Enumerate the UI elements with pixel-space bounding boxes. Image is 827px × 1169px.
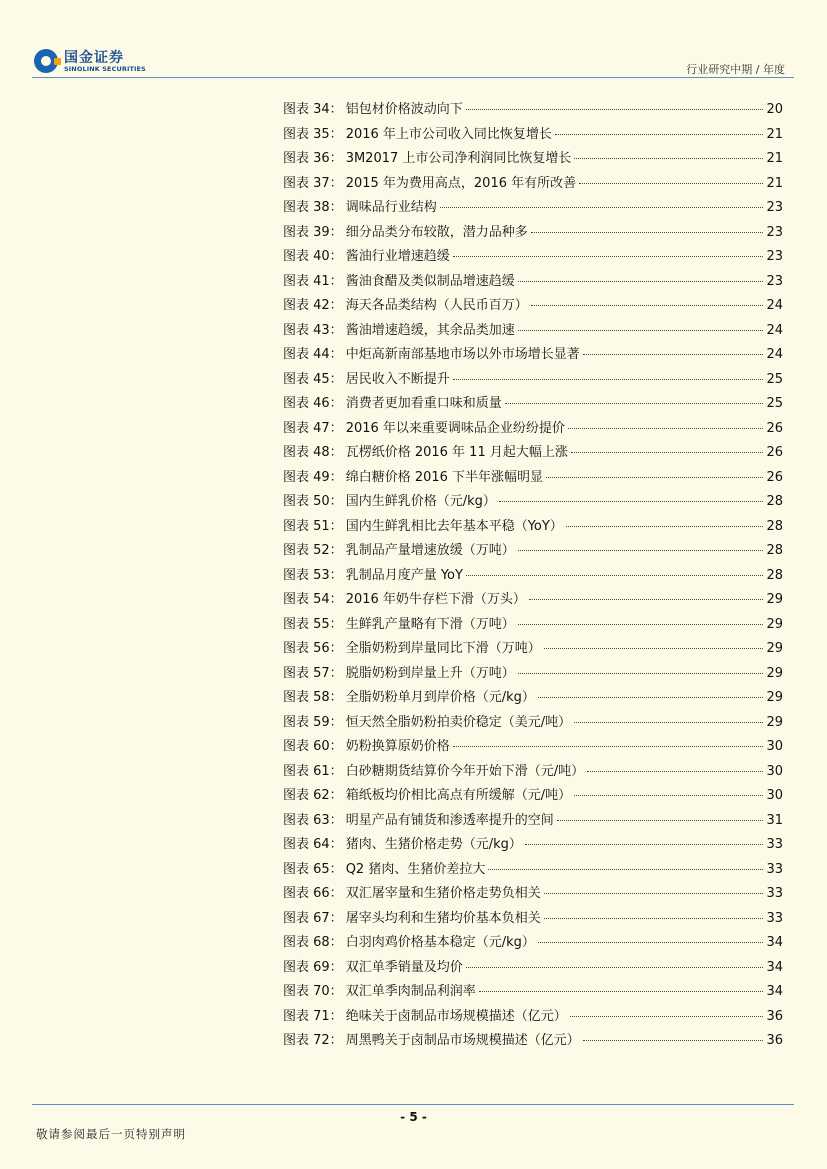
toc-entry-label: 图表 70： [283,984,343,999]
toc-entry-label: 图表 52： [283,543,343,558]
toc-entry[interactable] [283,1005,783,1030]
toc-entry-label: 图表 44： [283,347,343,362]
toc-entry[interactable] [283,833,783,858]
toc-entry[interactable] [283,931,783,956]
toc-entry-page: 36 [766,1033,783,1048]
toc-entry-title: 酱油增速趋缓，其余品类加速 [345,322,515,338]
toc-entry-title: 全脂奶粉到岸量同比下滑（万吨） [345,641,541,656]
toc-entry[interactable] [283,98,783,123]
toc-entry-label: 图表 45： [283,371,343,387]
toc-dot-leader [570,1016,764,1017]
toc-entry-title: 中炬高新南部基地市场以外市场增长显著 [345,347,580,362]
toc-entry-label: 图表 48： [283,445,343,460]
toc-entry-page: 24 [766,298,783,313]
toc-entry-label: 图表 61： [283,763,343,779]
toc-entry-title: 恒天然全脂奶粉拍卖价稳定（美元/吨） [345,714,572,730]
toc-entry-title: 绵白糖价格 2016 下半年涨幅明显 [345,469,544,485]
toc-entry[interactable] [283,980,783,1005]
toc-entry-label: 图表 68： [283,935,343,950]
logo-brand-en: SINOLINK SECURITIES [64,65,146,73]
toc-entry[interactable] [283,564,783,589]
toc-entry-label: 图表 46： [283,396,343,411]
toc-entry-page: 23 [766,224,783,240]
toc-entry[interactable] [283,245,783,270]
toc-dot-leader [546,477,763,478]
toc-entry-title: 居民收入不断提升 [345,371,450,387]
toc-entry-title: 海天各品类结构（人民币百万） [345,298,528,313]
toc-entry[interactable] [283,711,783,736]
toc-entry-title: 2015 年为费用高点，2016 年有所改善 [345,175,577,191]
toc-dot-leader [518,550,764,551]
toc-dot-leader [525,844,764,845]
toc-dot-leader [574,722,763,723]
toc-entry-page: 23 [766,200,783,215]
toc-dot-leader [538,942,764,943]
toc-entry-label: 图表 60： [283,739,343,754]
toc-entry-title: Q2 猪肉、生猪价差拉大 [345,861,486,877]
toc-entry-page: 28 [766,518,783,534]
toc-entry[interactable] [283,588,783,613]
toc-entry-title: 周黑鸭关于卤制品市场规模描述（亿元） [345,1033,580,1048]
toc-entry-page: 33 [766,910,783,926]
toc-dot-leader [571,452,764,453]
toc-entry-title: 全脂奶粉单月到岸价格（元/kg） [345,690,535,705]
toc-entry-label: 图表 39： [283,224,343,240]
toc-entry-title: 细分品类分布较散，潜力品种多 [345,224,528,240]
toc-entry-title: 2016 年奶牛存栏下滑（万头） [345,592,526,607]
toc-entry[interactable] [283,466,783,491]
toc-entry-label: 图表 53： [283,567,343,583]
toc-entry[interactable] [283,221,783,246]
toc-entry-page: 23 [766,249,783,264]
toc-entry-page: 29 [766,592,783,607]
toc-dot-leader [505,403,764,404]
toc-entry-title: 白羽肉鸡价格基本稳定（元/kg） [345,935,535,950]
toc-entry-page: 21 [766,126,783,142]
toc-entry-page: 34 [766,935,783,950]
toc-dot-leader [518,330,764,331]
toc-entry[interactable] [283,417,783,442]
toc-entry-title: 奶粉换算原奶价格 [345,739,450,754]
toc-entry-title: 乳制品月度产量 YoY [345,567,463,583]
toc-entry[interactable] [283,784,783,809]
toc-entry-label: 图表 41： [283,273,343,289]
toc-entry[interactable] [283,368,783,393]
toc-entry[interactable] [283,613,783,638]
toc-entry[interactable] [283,490,783,515]
toc-entry-page: 30 [766,763,783,779]
toc-entry-page: 28 [766,543,783,558]
toc-entry[interactable] [283,637,783,662]
toc-entry-page: 21 [766,175,783,191]
toc-dot-leader [453,379,764,380]
logo-icon [34,49,58,73]
toc-entry-page: 29 [766,714,783,730]
toc-entry-title: 2016 年上市公司收入同比恢复增长 [345,126,552,142]
toc-entry-page: 33 [766,837,783,852]
toc-entry-title: 猪肉、生猪价格走势（元/kg） [345,837,522,852]
toc-dot-leader [488,869,763,870]
toc-entry-label: 图表 71： [283,1008,343,1024]
toc-dot-leader [499,501,764,502]
toc-entry[interactable] [283,270,783,295]
toc-entry-page: 33 [766,886,783,901]
toc-entry[interactable] [283,956,783,981]
toc-entry-title: 国内生鲜乳价格（元/kg） [345,494,496,509]
toc-entry[interactable] [283,1029,783,1054]
footer-disclaimer: 敬请参阅最后一页特别声明 [36,1127,186,1141]
toc-entry-label: 图表 54： [283,592,343,607]
toc-entry-page: 36 [766,1008,783,1024]
toc-entry-label: 图表 40： [283,249,343,264]
toc-entry[interactable] [283,294,783,319]
toc-entry[interactable] [283,686,783,711]
toc-entry-page: 33 [766,861,783,877]
toc-entry-label: 图表 51： [283,518,343,534]
toc-entry[interactable] [283,907,783,932]
toc-entry-page: 24 [766,347,783,362]
toc-entry-page: 34 [766,984,783,999]
toc-entry-label: 图表 66： [283,886,343,901]
toc-entry[interactable] [283,760,783,785]
toc-dot-leader [529,599,764,600]
toc-entry-label: 图表 58： [283,690,343,705]
toc-dot-leader [574,795,763,796]
toc-entry-label: 图表 36： [283,151,343,166]
toc-entry-title: 2016 年以来重要调味品企业纷纷提价 [345,420,565,436]
toc-entry-page: 31 [766,812,783,828]
toc-entry-label: 图表 37： [283,175,343,191]
toc-entry-page: 28 [766,494,783,509]
toc-entry-label: 图表 59： [283,714,343,730]
toc-entry-page: 25 [766,371,783,387]
toc-dot-leader [518,624,764,625]
toc-entry-page: 20 [766,102,783,117]
toc-entry-label: 图表 43： [283,322,343,338]
toc-entry[interactable] [283,147,783,172]
toc-dot-leader [466,109,764,110]
toc-entry[interactable] [283,515,783,540]
toc-dot-leader [466,967,764,968]
toc-entry[interactable] [283,882,783,907]
toc-entry[interactable] [283,809,783,834]
toc-entry-title: 双汇屠宰量和生猪价格走势负相关 [345,886,541,901]
toc-entry-title: 双汇单季肉制品利润率 [345,984,476,999]
toc-entry-title: 瓦楞纸价格 2016 年 11 月起大幅上涨 [345,445,568,460]
toc-entry-title: 酱油行业增速趋缓 [345,249,450,264]
toc-entry-label: 图表 35： [283,126,343,142]
company-logo [34,47,159,75]
toc-entry-title: 屠宰头均利和生猪均价基本负相关 [345,910,541,926]
toc-entry[interactable] [283,172,783,197]
toc-entry-title: 铝包材价格波动向下 [345,102,463,117]
toc-entry[interactable] [283,441,783,466]
toc-dot-leader [466,575,764,576]
toc-dot-leader [544,918,764,919]
toc-entry[interactable] [283,539,783,564]
toc-dot-leader [518,673,764,674]
toc-dot-leader [566,526,764,527]
toc-entry-title: 消费者更加看重口味和质量 [345,396,502,411]
toc-dot-leader [453,746,764,747]
toc-dot-leader [583,354,764,355]
toc-dot-leader [579,183,763,184]
toc-entry-label: 图表 65： [283,861,343,877]
toc-dot-leader [479,991,764,992]
toc-entry-title: 3M2017 上市公司净利润同比恢复增长 [345,151,572,166]
toc-entry[interactable] [283,858,783,883]
toc-entry-page: 26 [766,445,783,460]
toc-entry[interactable] [283,123,783,148]
toc-dot-leader [574,158,763,159]
toc-entry-label: 图表 63： [283,812,343,828]
toc-dot-leader [583,1040,764,1041]
logo-brand-cn: 国金证券 [64,50,124,66]
toc-entry-title: 绝味关于卤制品市场规模描述（亿元） [345,1008,567,1024]
toc-entry-title: 调味品行业结构 [345,200,437,215]
toc-entry-page: 34 [766,959,783,975]
toc-entry-page: 29 [766,641,783,656]
toc-entry-title: 乳制品产量增速放缓（万吨） [345,543,515,558]
toc-entry-label: 图表 64： [283,837,343,852]
toc-entry-title: 箱纸板均价相比高点有所缓解（元/吨） [345,788,572,803]
toc-entry-label: 图表 56： [283,641,343,656]
toc-entry-label: 图表 34： [283,102,343,117]
toc-entry-page: 24 [766,322,783,338]
toc-entry-label: 图表 67： [283,910,343,926]
toc-entry-title: 双汇单季销量及均价 [345,959,463,975]
toc-entry[interactable] [283,662,783,687]
toc-entry-title: 酱油食醋及类似制品增速趋缓 [345,273,515,289]
header-divider [32,77,794,78]
page-header [0,0,827,80]
toc-entry[interactable] [283,735,783,760]
toc-dot-leader [555,134,764,135]
toc-entry-page: 29 [766,616,783,632]
toc-dot-leader [557,820,764,821]
toc-entry-title: 明星产品有铺货和渗透率提升的空间 [345,812,554,828]
toc-dot-leader [531,232,764,233]
toc-entry-page: 26 [766,420,783,436]
toc-entry-page: 23 [766,273,783,289]
footer-divider [32,1104,794,1105]
toc-dot-leader [544,648,764,649]
toc-entry-title: 脱脂奶粉到岸量上升（万吨） [345,665,515,681]
toc-entry-label: 图表 47： [283,420,343,436]
toc-entry[interactable] [283,319,783,344]
toc-entry-page: 21 [766,151,783,166]
page-number: - 5 - [400,1110,427,1124]
toc-dot-leader [453,256,764,257]
toc-entry-label: 图表 49： [283,469,343,485]
toc-entry-label: 图表 38： [283,200,343,215]
toc-entry-label: 图表 42： [283,298,343,313]
toc-entry[interactable] [283,392,783,417]
toc-entry-page: 25 [766,396,783,411]
toc-dot-leader [568,428,764,429]
toc-entry-title: 生鲜乳产量略有下滑（万吨） [345,616,515,632]
toc-entry-label: 图表 50： [283,494,343,509]
toc-entry-page: 28 [766,567,783,583]
toc-entry-label: 图表 57： [283,665,343,681]
figure-index-list [283,98,783,1054]
toc-entry-page: 30 [766,739,783,754]
toc-entry-label: 图表 62： [283,788,343,803]
toc-entry[interactable] [283,196,783,221]
toc-entry-label: 图表 69： [283,959,343,975]
toc-dot-leader [544,893,764,894]
toc-entry-title: 白砂糖期货结算价今年开始下滑（元/吨） [345,763,585,779]
toc-dot-leader [518,281,764,282]
toc-entry-page: 26 [766,469,783,485]
report-type: 行业研究中期 / 年度 [686,63,785,76]
toc-entry-page: 29 [766,665,783,681]
toc-entry[interactable] [283,343,783,368]
toc-entry-label: 图表 72： [283,1033,343,1048]
toc-entry-label: 图表 55： [283,616,343,632]
toc-dot-leader [538,697,764,698]
toc-dot-leader [587,771,763,772]
toc-dot-leader [531,305,764,306]
toc-entry-page: 29 [766,690,783,705]
toc-dot-leader [440,207,764,208]
toc-entry-title: 国内生鲜乳相比去年基本平稳（YoY） [345,518,563,534]
toc-entry-page: 30 [766,788,783,803]
